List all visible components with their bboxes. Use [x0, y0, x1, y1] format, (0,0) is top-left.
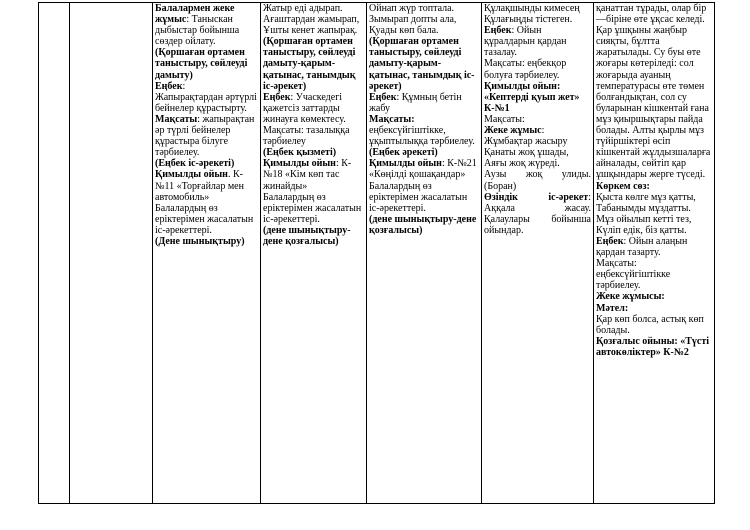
text-line [484, 114, 591, 125]
text-line [484, 3, 591, 14]
text: Зымырап допты ала, [369, 14, 457, 26]
bold-text: Қимылды ойын [155, 169, 228, 181]
text-line [155, 114, 258, 158]
text: Табанымды мұздатты. [596, 202, 691, 214]
bold-text: (Қоршаған ортамен таныстыру, сөйлеуді дамыту) [155, 47, 248, 81]
text: . К-№11 «Торғайлар мен автомобиль» [155, 169, 244, 203]
text-line [369, 3, 479, 14]
text: Мұз ойылып кетті тез, [596, 213, 692, 225]
text: : Ойын алаңын қардан тазарту. [596, 235, 688, 259]
bold-text: Қозғалыс ойыны: «Түсті автокөліктер» К-№2 [596, 335, 710, 358]
cell-col4 [367, 3, 482, 504]
bold-text: (Қоршаған ортамен таныстыру, сөйлеуді дамыту-қарым-қатынас, танымдық іс-әрекет) [263, 36, 356, 92]
text: Балалардың өз еріктерімен жасалатын іс-әрекеттері. [369, 180, 468, 214]
document-page [38, 2, 714, 504]
bold-text: Мақсаты [155, 113, 198, 125]
text-line [263, 147, 364, 158]
text-line [596, 336, 712, 358]
text-line [596, 192, 712, 203]
text: қанаттан тұрады, олар бір—біріне өте ұқсас келеді. [596, 3, 707, 26]
bold-text: Еңбек [484, 25, 512, 37]
text-line [369, 158, 479, 180]
bold-text: Еңбек [263, 91, 291, 103]
text: Мақсаты: тазалыққа тәрбиелеу [263, 125, 350, 148]
text: : Учаскедегі қажетсіз заттарды жинауға көмектесу. [263, 91, 346, 125]
bold-text: (дене шынықтыру-дене қозғалысы) [369, 213, 477, 236]
text: : Жұмбақтар жасыру [484, 125, 568, 148]
text: : К-№18 «Кім көп тас жинайды» [263, 158, 352, 192]
text-line [596, 3, 712, 25]
bold-text: Қимылды ойын: [484, 80, 561, 92]
text-line [484, 58, 591, 80]
text-line [369, 147, 479, 158]
text: Жапырақтардан әртүрлі бейнелер құрастырту. [155, 91, 257, 114]
text-line [263, 125, 364, 147]
text: : Аққала жасау. Қалаулары бойынша ойындар. [484, 191, 591, 236]
text-line [369, 36, 479, 91]
bold-text: (Еңбек қызметі) [263, 147, 337, 159]
text: Аяғы жоқ жүреді. [484, 158, 560, 170]
text-line [263, 25, 364, 36]
bold-text: Қимылды ойын [369, 158, 442, 170]
text-line [369, 181, 479, 214]
text: Қар көп болса, астық көп болады. [596, 313, 704, 336]
text-line [596, 303, 712, 314]
bold-text: «Кептерді қуып жет» К-№1 [484, 91, 580, 114]
text-line [484, 158, 591, 169]
text: Балалардың өз еріктерімен жасалатын іс-әрекеттері. [155, 202, 254, 236]
bold-text: (Еңбек әрекеті) [369, 147, 438, 159]
text-line [369, 25, 479, 36]
text: Балалардың өз еріктерімен жасалатын іс-әрекеттері. [263, 191, 362, 225]
text: Қуады көп бала. [369, 25, 439, 37]
text-line [484, 192, 591, 236]
text: Мақсаты: [484, 113, 525, 125]
bold-text: (дене шынықтыру-дене қозғалысы) [263, 224, 351, 247]
bold-text: Еңбек [155, 80, 183, 92]
text-line [596, 236, 712, 258]
text-line [263, 36, 364, 91]
text-line [596, 314, 712, 336]
cell-col5 [482, 3, 594, 504]
text: Ойнап жүр топтала. [369, 3, 455, 14]
text: Ағаштардан жамырап, [263, 14, 360, 26]
bold-text: Балалармен жеке жұмыс [155, 3, 235, 26]
text-line [596, 203, 712, 214]
text-line [263, 192, 364, 225]
bold-text: (Қоршаған ортамен таныстыру, сөйлеуді дамыту-қарым-қатынас, танымдық іс-әрекет) [369, 36, 475, 92]
text-line [596, 214, 712, 225]
text-line [484, 125, 591, 147]
text: : жапырақтан әр түрлі бейнелер құрастыра білуге тәрбиелеу. [155, 113, 255, 159]
text-line [369, 125, 479, 147]
text: : К-№21 «Көңілді қошақандар» [369, 158, 477, 181]
text-line [369, 92, 479, 114]
text-line [596, 291, 712, 302]
text-line [155, 81, 258, 92]
cell-col6 [594, 3, 715, 504]
bold-text: Көркем сөз: [596, 180, 650, 192]
text: Мақсаты: еңбекқор болуға тәрбиелеу. [484, 58, 567, 81]
text: Аузы жоқ улиды. (Боран) [484, 169, 591, 192]
text-line [596, 25, 712, 180]
text: : Құмның бетін жабу [369, 91, 462, 114]
bold-text: Мәтел: [596, 302, 629, 314]
text-line [155, 3, 258, 47]
text-line [369, 14, 479, 25]
text-line [155, 47, 258, 80]
text-line [484, 92, 591, 114]
text-line [596, 225, 712, 236]
cell-col1 [70, 3, 153, 504]
text-line [263, 3, 364, 14]
text-line [484, 169, 591, 191]
text: Қыста көлге мұз қатты, [596, 191, 696, 203]
text-line [369, 214, 479, 236]
text-line [263, 14, 364, 25]
text: еңбексүйгіштікке, ұқыптылыққа тәрбиелеу. [369, 125, 475, 148]
text: Ұшты кенет жапырақ. [263, 25, 358, 37]
text-line [155, 92, 258, 114]
text: Қар ұшқыны жаңбыр сияқты, бұлтта жаратылады. Су буы өте жоғары көтеріледі: сол жоғарыда ауаның температурасы өте төмен болғандықтан, сол су буларынан кішкентай ғана мұз қиыршықтары пайда болады. Алты қырлы мұз түйіршіктері өсіп кішкентай жұлдызшаларға айналады, сөйтіп қар ұшқындары жерге түседі. [596, 25, 711, 181]
text: : Ойын құралдарын қардан тазалау. [484, 25, 567, 59]
bold-text: Мақсаты: [369, 113, 415, 125]
text-line [596, 258, 712, 291]
text-line [263, 158, 364, 191]
text-line [155, 158, 258, 169]
text-line [263, 225, 364, 247]
bold-text: Еңбек [369, 91, 397, 103]
text-line [155, 203, 258, 236]
plan-table [38, 2, 715, 504]
bold-text: Жеке жұмыс [484, 125, 542, 137]
cell-col2 [153, 3, 261, 504]
text: Құлақшынды кимесең [484, 3, 580, 14]
text-line [155, 236, 258, 247]
text-line [263, 92, 364, 125]
bold-text: Жеке жұмысы: [596, 291, 665, 303]
cell-col0 [39, 3, 70, 504]
plan-row [39, 3, 715, 504]
text-line [484, 14, 591, 25]
text: Қанаты жоқ ұшады, [484, 147, 569, 159]
text: Мақсаты: еңбексүйгіштікке тәрбиелеу. [596, 258, 671, 292]
text-line [484, 81, 591, 92]
text: : Таныскан дыбыстар бойынша сөздер ойлату. [155, 14, 240, 48]
text-line [596, 181, 712, 192]
bold-text: Өзіндік іс-әрекет [484, 191, 589, 203]
text-line [155, 169, 258, 202]
bold-text: Қимылды ойын [263, 158, 336, 170]
text-line [484, 25, 591, 58]
cell-col3 [261, 3, 367, 504]
text: : [182, 80, 186, 92]
text: Құлағыңды тістеген. [484, 14, 573, 26]
text: Жатыр еді адырап. [263, 3, 343, 14]
bold-text: (Еңбек іс-әрекеті) [155, 158, 235, 170]
bold-text: Еңбек [596, 235, 624, 247]
text-line [369, 114, 479, 125]
bold-text: (Дене шынықтыру) [155, 235, 245, 247]
text: Күліп едік, біз қатты. [596, 224, 687, 236]
text-line [484, 147, 591, 158]
